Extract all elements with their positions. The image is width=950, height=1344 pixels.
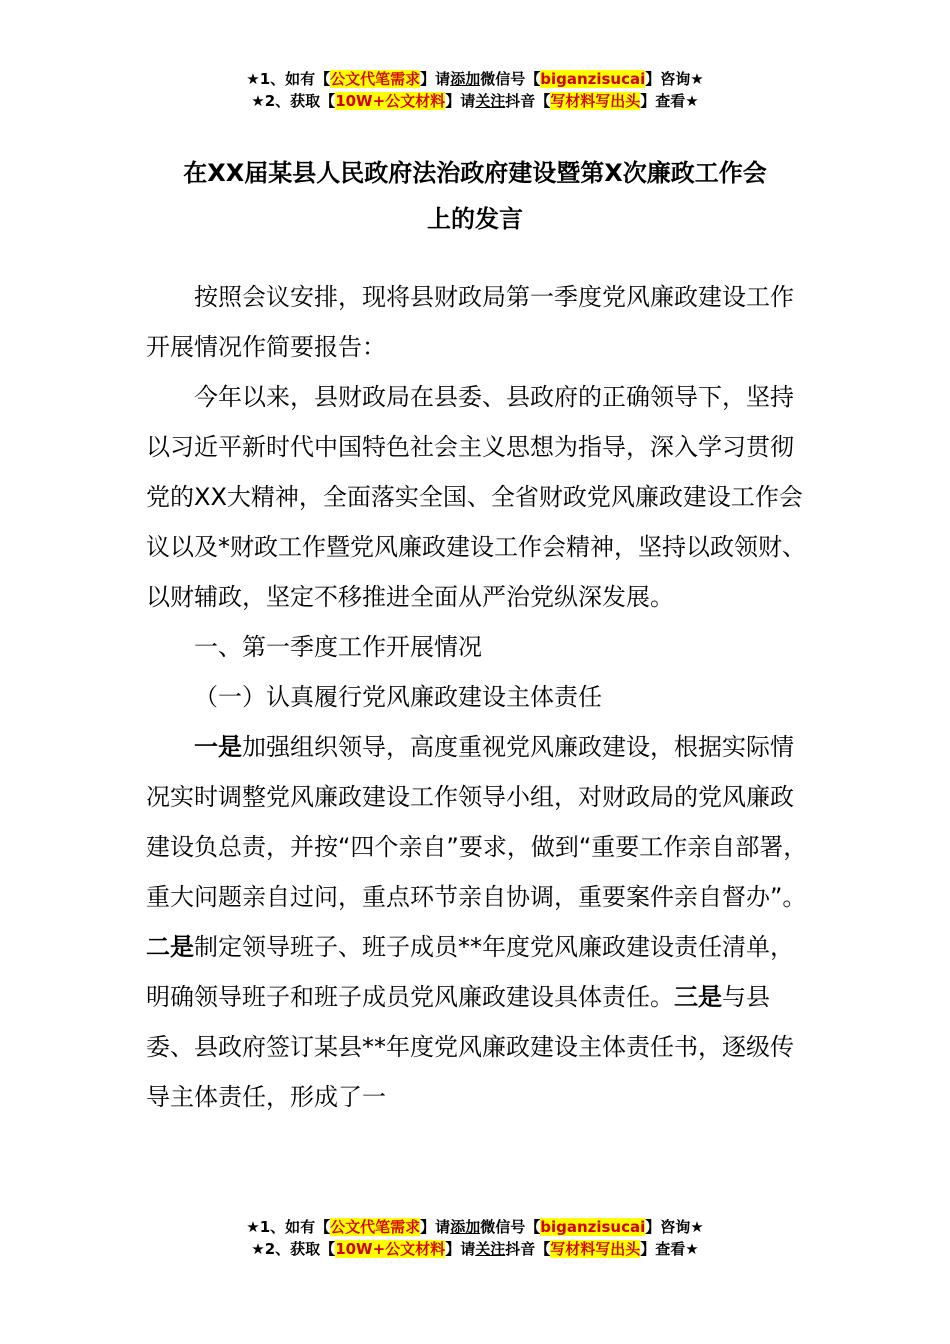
promo-text: 微信号【 (480, 70, 541, 88)
promo-text: 】请 (420, 70, 451, 88)
promo-underline: 添加 (450, 1218, 481, 1236)
promo-banner-bottom (0, 1216, 950, 1260)
subsection-heading: （一）认真履行党风廉政建设主体责任 (194, 683, 602, 711)
promo-highlight: 10W+公文材料 (335, 1240, 446, 1258)
promo-text: 】查看★ (640, 92, 699, 110)
bold-lead: 三是 (674, 983, 722, 1011)
paragraph-text: 与县委、县政府签订某县**年度党风廉政建设主体责任书，逐级传导主体责任，形成了一 (146, 983, 794, 1111)
promo-text: ★1、如有【 (246, 1218, 331, 1236)
promo-text: ★2、获取【 (251, 1240, 336, 1258)
promo-highlight: biganzisucai (540, 1218, 646, 1236)
section-heading: 一、第一季度工作开展情况 (194, 633, 482, 661)
promo-text: 抖音【 (505, 1240, 551, 1258)
promo-highlight: 公文代笔需求 (330, 70, 421, 88)
promo-text: 】咨询★ (645, 1218, 704, 1236)
promo-text: 】请 (445, 1240, 476, 1258)
promo-text: 】查看★ (640, 1240, 699, 1258)
paragraph-background: 今年以来，县财政局在县委、县政府的正确领导下，坚持以习近平新时代中国特色社会主义思想为指导，深入学习贯彻党的XX大精神，全面落实全国、全省财政党风廉政建设工作会议以及*财政工作暨党风廉政建设工作会精神，坚持以政领财、以财辅政，坚定不移推进全面从严治党纵深发展。 (146, 383, 806, 611)
promo-text: 抖音【 (505, 92, 551, 110)
title-line-1: 在XX届某县人民政府法治政府建设暨第X次廉政工作会 (183, 159, 767, 187)
promo-line-1 (0, 68, 950, 90)
promo-highlight: 写材料写出头 (550, 1240, 641, 1258)
promo-highlight: 10W+公文材料 (335, 92, 446, 110)
promo-underline: 关注 (475, 92, 506, 110)
promo-underline: 关注 (475, 1240, 506, 1258)
promo-text: ★1、如有【 (246, 70, 331, 88)
title-line-2: 上的发言 (427, 205, 523, 233)
promo-text: 】请 (445, 92, 476, 110)
document-title (0, 150, 950, 242)
promo-text: 】请 (420, 1218, 451, 1236)
paragraph-text: 制定领导班子、班子成员**年度党风廉政建设责任清单，明确领导班子和班子成员党风廉政建设具体责任。 (146, 933, 794, 1011)
promo-underline: 添加 (450, 70, 481, 88)
paragraph-responsibility (146, 722, 816, 1122)
promo-line-1 (0, 1216, 950, 1238)
promo-highlight: biganzisucai (540, 70, 646, 88)
promo-banner-top (0, 68, 950, 112)
paragraph-intro: 按照会议安排，现将县财政局第一季度党风廉政建设工作开展情况作简要报告： (146, 283, 794, 361)
bold-lead: 二是 (146, 933, 194, 961)
bold-lead: 一是 (194, 733, 242, 761)
promo-line-2 (0, 90, 950, 112)
promo-text: 微信号【 (480, 1218, 541, 1236)
promo-text: ★2、获取【 (251, 92, 336, 110)
document-body (146, 272, 816, 1122)
paragraph-text: 加强组织领导，高度重视党风廉政建设，根据实际情况实时调整党风廉政建设工作领导小组，对财政局的党风廉政建设负总责，并按“四个亲自”要求，做到“重要工作亲自部署，重大问题亲自过问，重点环节亲自协调，重要案件亲自督办”。 (146, 733, 808, 911)
promo-highlight: 写材料写出头 (550, 92, 641, 110)
promo-line-2 (0, 1238, 950, 1260)
promo-highlight: 公文代笔需求 (330, 1218, 421, 1236)
promo-text: 】咨询★ (645, 70, 704, 88)
